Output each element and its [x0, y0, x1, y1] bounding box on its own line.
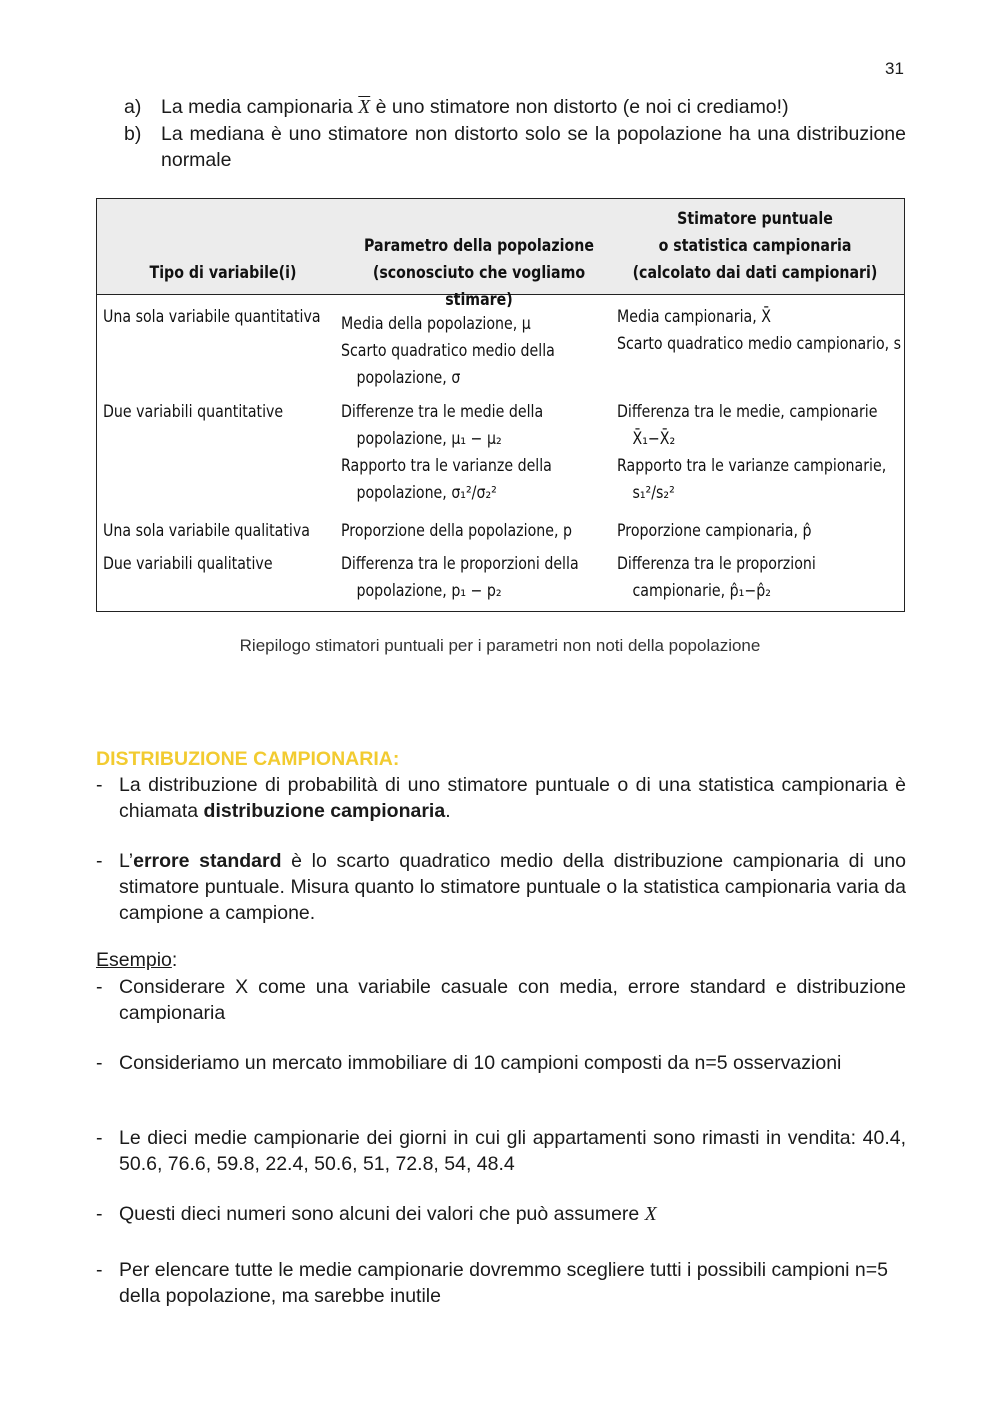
- row4-param: [341, 550, 579, 604]
- definition-text: [119, 848, 906, 926]
- header-line: o statistica campionaria: [658, 236, 852, 255]
- example-bullet: [96, 974, 906, 1026]
- row2-type: Due variabili quantitative: [103, 402, 284, 421]
- bullet-dash: -: [96, 1203, 103, 1225]
- row1-estimator: [617, 303, 901, 357]
- example-item: [96, 1257, 906, 1309]
- cell-line: Proporzione della popolazione, p: [341, 521, 573, 540]
- list-marker: b): [124, 123, 142, 145]
- cell-line: popolazione, σ₁²/σ₂²: [356, 483, 497, 502]
- text-run: La distribuzione di probabilità di uno stimatore puntuale o di una statistica campionaria è chiamata: [119, 774, 906, 822]
- example-label: [96, 949, 177, 972]
- header-line: (sconosciuto che vogliamo stimare): [372, 263, 586, 309]
- intro-text-b: La mediana è uno stimatore non distorto solo se la popolazione ha una distribuzione normale: [161, 123, 906, 171]
- header-variable-type: [120, 259, 326, 286]
- cell-line: Differenza tra le medie, campionarie: [617, 402, 878, 421]
- header-line: Parametro della popolazione: [364, 236, 594, 255]
- bullet-dash: -: [96, 1259, 103, 1281]
- x-symbol: X: [644, 1204, 657, 1225]
- example-bullet: [96, 1201, 906, 1228]
- bullet-dash: -: [96, 1127, 103, 1149]
- cell-line: Media della popolazione, μ: [341, 314, 531, 333]
- intro-text-a: [161, 94, 906, 121]
- example-bullet: [96, 1050, 906, 1076]
- bullet-dash: -: [96, 1052, 103, 1074]
- section-title: DISTRIBUZIONE CAMPIONARIA:: [96, 748, 400, 770]
- example-bullet: [96, 1257, 906, 1309]
- sample-mean-symbol: $\overline{X}$: [358, 97, 371, 118]
- cell-line: Scarto quadratico medio campionario, s: [617, 334, 902, 353]
- header-population-parameter: [341, 232, 616, 313]
- estimators-summary-table: [96, 198, 905, 612]
- example-text: [119, 1201, 906, 1228]
- example-text: Per elencare tutte le medie campionarie dovremmo scegliere tutti i possibili campioni n=5 della popolazione, ma sarebbe inutile: [119, 1259, 889, 1307]
- cell-line: Rapporto tra le varianze della: [341, 456, 552, 475]
- cell-line: popolazione, μ₁ − μ₂: [356, 429, 502, 448]
- definition-item: [96, 772, 906, 824]
- example-label-colon: :: [171, 949, 178, 971]
- table-caption: Riepilogo stimatori puntuali per i parametri non noti della popolazione: [239, 636, 761, 655]
- text-run: Questi dieci numeri sono alcuni dei valori che può assumere: [119, 1203, 645, 1225]
- example-item: [96, 974, 906, 1026]
- intro-text-a-after: è uno stimatore non distorto (e noi ci crediamo!): [370, 96, 789, 118]
- cell-line: popolazione, σ: [356, 368, 461, 387]
- cell-line: Scarto quadratico medio della: [341, 341, 555, 360]
- row3-type: Una sola variabile qualitativa: [103, 521, 310, 540]
- definition-item: [96, 848, 906, 926]
- example-item: [96, 1125, 906, 1177]
- example-text: Considerare X come una variabile casuale con media, errore standard e distribuzione campionaria: [119, 976, 906, 1024]
- row2-param: [341, 398, 552, 506]
- header-line: Tipo di variabile(i): [149, 263, 297, 282]
- cell-line: Proporzione campionaria, p̂: [617, 521, 812, 540]
- example-item: [96, 1201, 906, 1228]
- header-line: (calcolato dai dati campionari): [632, 263, 878, 282]
- page-number: 31: [885, 59, 904, 78]
- row1-type: Una sola variabile quantitativa: [103, 307, 321, 326]
- definition-text: [119, 772, 906, 824]
- bullet-dash: -: [96, 850, 103, 872]
- bold-term: errore standard: [133, 850, 282, 872]
- intro-item-a: [124, 94, 906, 121]
- cell-line: X̄₁−X̄₂: [632, 429, 676, 448]
- cell-line: Rapporto tra le varianze campionarie,: [617, 456, 887, 475]
- example-bullet: [96, 1125, 906, 1177]
- text-run: è lo scarto quadratico medio della distribuzione campionaria di uno stimatore puntuale. Misura quanto lo stimatore puntuale o la statistica campionaria varia da campione a campione.: [119, 850, 907, 924]
- header-line: Stimatore puntuale: [677, 209, 833, 228]
- intro-text-a-before: La media campionaria: [161, 96, 359, 118]
- bold-term: distribuzione campionaria: [203, 800, 446, 822]
- example-text: Le dieci medie campionarie dei giorni in cui gli appartamenti sono rimasti in vendita: 40.4, 50.6, 76.6, 59.8, 22.4, 50.6, 51, 72.8, 54, 48.4: [119, 1127, 906, 1175]
- definition-list: [96, 772, 906, 824]
- bullet-dash: -: [96, 976, 103, 998]
- row2-estimator: [617, 398, 886, 506]
- cell-line: popolazione, p₁ − p₂: [356, 581, 502, 600]
- example-text: Consideriamo un mercato immobiliare di 10 campioni composti da n=5 osservazioni: [119, 1052, 842, 1074]
- text-run: L’: [119, 850, 134, 872]
- cell-line: Media campionaria, X̄: [617, 307, 771, 326]
- header-point-estimator: [626, 205, 884, 286]
- table-header: [97, 199, 904, 309]
- definition-list: [96, 848, 906, 926]
- example-label-text: Esempio: [96, 949, 172, 971]
- intro-item-b: [124, 121, 906, 173]
- cell-line: Differenza tra le proporzioni: [617, 554, 816, 573]
- row3-param: [341, 517, 572, 544]
- row3-estimator: [617, 517, 811, 544]
- list-marker: a): [124, 96, 142, 118]
- bullet-dash: -: [96, 774, 103, 796]
- cell-line: campionarie, p̂₁−p̂₂: [632, 581, 771, 600]
- cell-line: Differenze tra le medie della: [341, 402, 544, 421]
- example-item: [96, 1050, 906, 1076]
- cell-line: Differenza tra le proporzioni della: [341, 554, 579, 573]
- intro-list: [124, 94, 906, 173]
- cell-line: s₁²/s₂²: [632, 483, 675, 502]
- row4-estimator: [617, 550, 816, 604]
- row4-type: Due variabili qualitative: [103, 554, 273, 573]
- row1-param: [341, 310, 555, 391]
- text-run: .: [445, 800, 451, 822]
